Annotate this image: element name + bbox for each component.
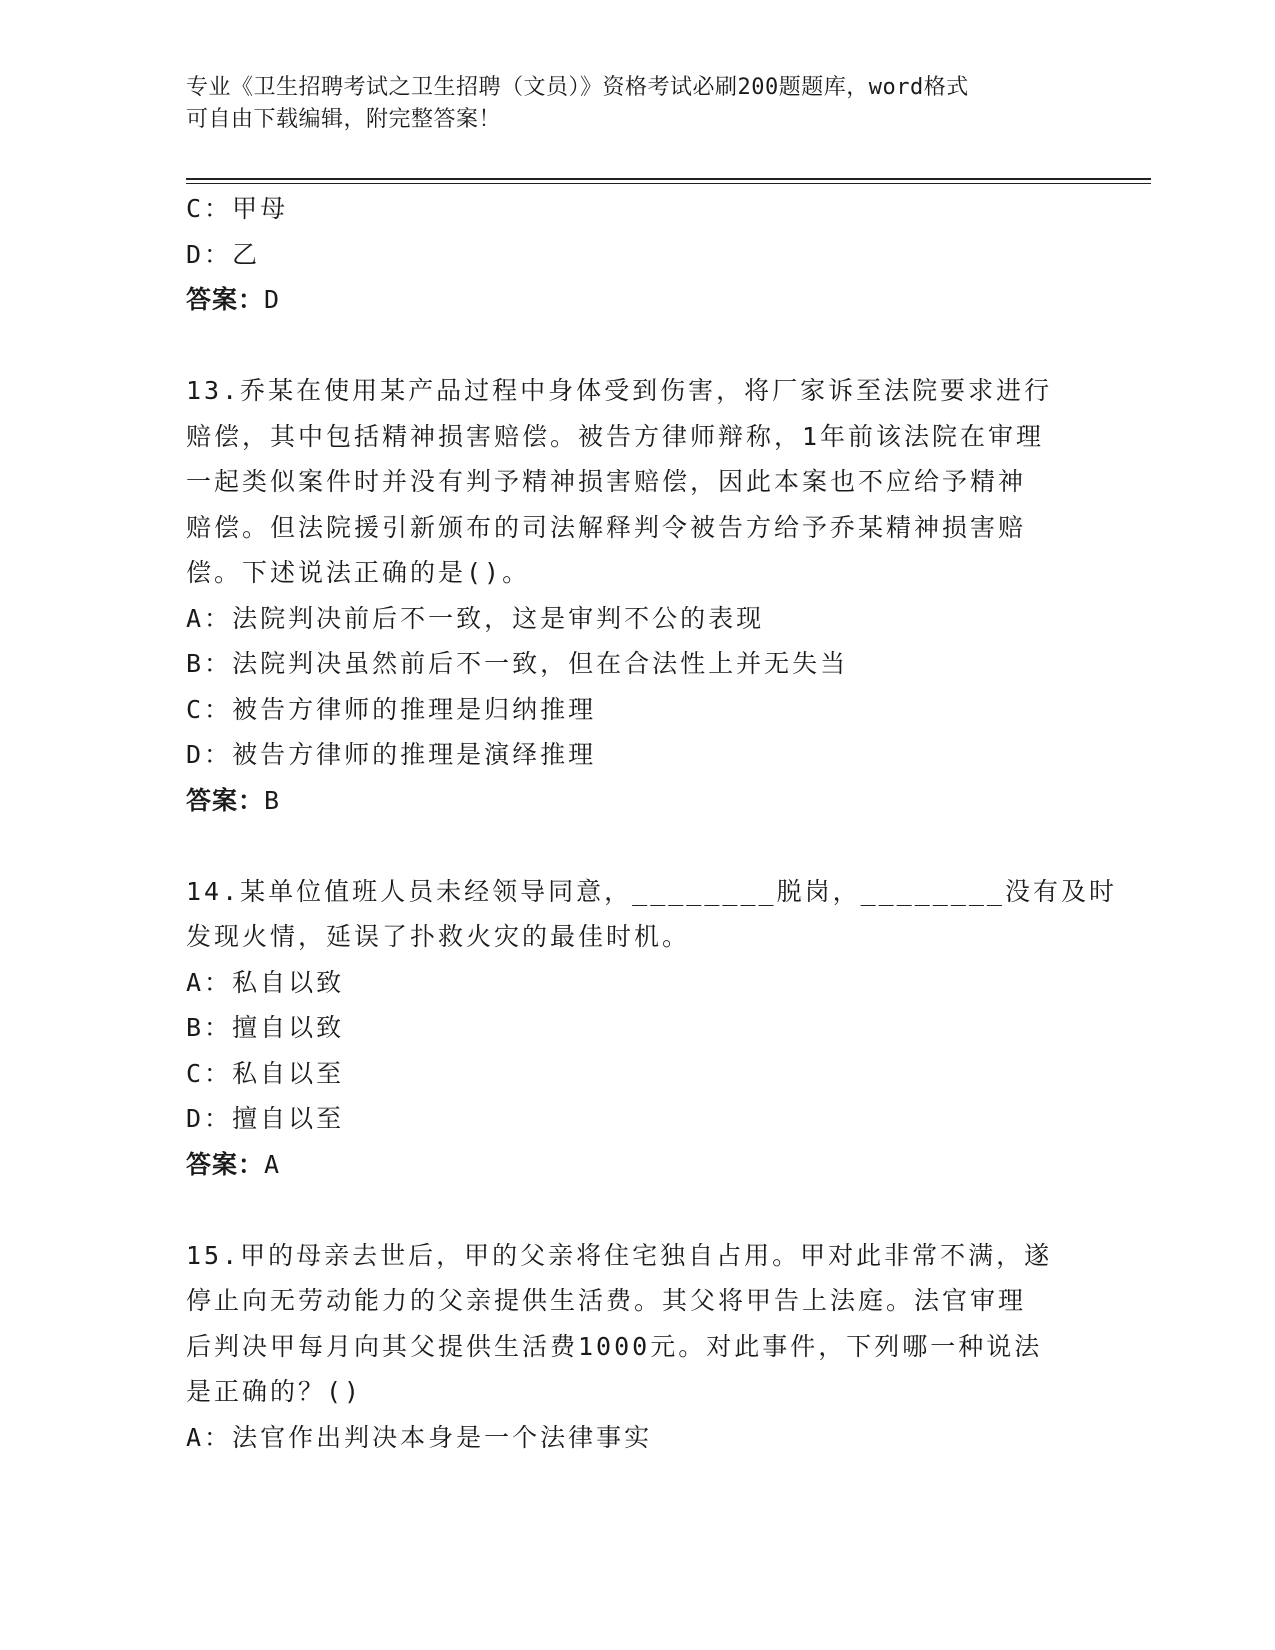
option-text: 法院判决虽然前后不一致，但在合法性上并无失当 [232,649,849,678]
option-text: 擅自以至 [232,1104,345,1133]
prev-question [186,186,1086,323]
option-c [186,687,1086,733]
spacer [186,323,1086,369]
document-header [186,72,1066,136]
option-text: 被告方律师的推理是演绎推理 [232,740,597,769]
option-text: 擅自以致 [232,1013,345,1042]
option-label: C： [186,694,233,724]
option-d [186,232,1086,278]
answer-line [186,1142,1086,1188]
question-text-line: 14.某单位值班人员未经领导同意，________脱岗，________没有及时 [186,876,1117,906]
answer-value: B [264,785,281,815]
option-label: D： [186,239,233,269]
option-d [186,732,1086,778]
option-b [186,641,1086,687]
answer-value: A [264,1149,281,1179]
answer-value: D [264,285,281,314]
question-text-line: 后判决甲每月向其父提供生活费1000元。对此事件，下列哪一种说法 [186,1331,1043,1361]
spacer [186,823,1086,869]
option-c [186,186,1086,232]
option-b [186,1005,1086,1051]
option-a [186,1415,1086,1461]
option-label: C： [186,1058,233,1088]
option-text: 私自以至 [232,1058,345,1088]
header-line-2: 可自由下载编辑，附完整答案！ [186,107,502,132]
answer-line [186,778,1086,824]
question-text-line: 赔偿。但法院援引新颁布的司法解释判令被告方给予乔某精神损害赔 [186,512,1027,542]
option-d [186,1096,1086,1142]
header-line-1: 专业《卫生招聘考试之卫生招聘（文员）》资格考试必刷200题题库，word格式 [186,75,969,100]
question-text-line: 是正确的？() [186,1377,363,1406]
option-text: 法院判决前后不一致，这是审判不公的表现 [232,603,765,633]
answer-label: 答案： [186,785,265,815]
answer-label: 答案： [186,1149,265,1179]
option-label: A： [186,1422,233,1452]
question-15 [186,1233,1086,1461]
option-text: 被告方律师的推理是归纳推理 [232,694,597,724]
answer-label: 答案： [186,285,265,314]
option-label: A： [186,967,233,997]
question-text-line: 赔偿，其中包括精神损害赔偿。被告方律师辩称，1年前该法院在审理 [186,421,1045,451]
question-text-line: 偿。下述说法正确的是()。 [186,558,531,587]
option-text: 乙 [232,239,261,269]
option-a [186,596,1086,642]
question-13 [186,368,1086,823]
option-label: C： [186,194,233,223]
question-text-line: 一起类似案件时并没有判予精神损害赔偿，因此本案也不应给予精神 [186,467,1027,496]
option-label: B： [186,1013,233,1042]
option-text: 甲母 [232,194,289,223]
header-divider-thin [186,183,1151,184]
option-c [186,1051,1086,1097]
option-text: 法官作出判决本身是一个法律事实 [232,1422,653,1452]
option-label: A： [186,603,233,633]
option-text: 私自以致 [232,967,345,997]
spacer [186,1187,1086,1233]
question-14 [186,869,1117,1188]
option-a [186,960,1086,1006]
option-label: B： [186,649,233,678]
question-text-line: 发现火情，延误了扑救火灾的最佳时机。 [186,922,691,951]
question-text-line: 13.乔某在使用某产品过程中身体受到伤害，将厂家诉至法院要求进行 [186,376,1053,405]
option-label: D： [186,740,233,769]
option-label: D： [186,1104,233,1133]
answer-line [186,277,1086,323]
question-text-line: 15.甲的母亲去世后，甲的父亲将住宅独自占用。甲对此非常不满，遂 [186,1240,1053,1270]
question-text-line: 停止向无劳动能力的父亲提供生活费。其父将甲告上法庭。法官审理 [186,1286,1027,1315]
document-body [186,186,1117,1460]
header-divider-thick [186,178,1151,180]
